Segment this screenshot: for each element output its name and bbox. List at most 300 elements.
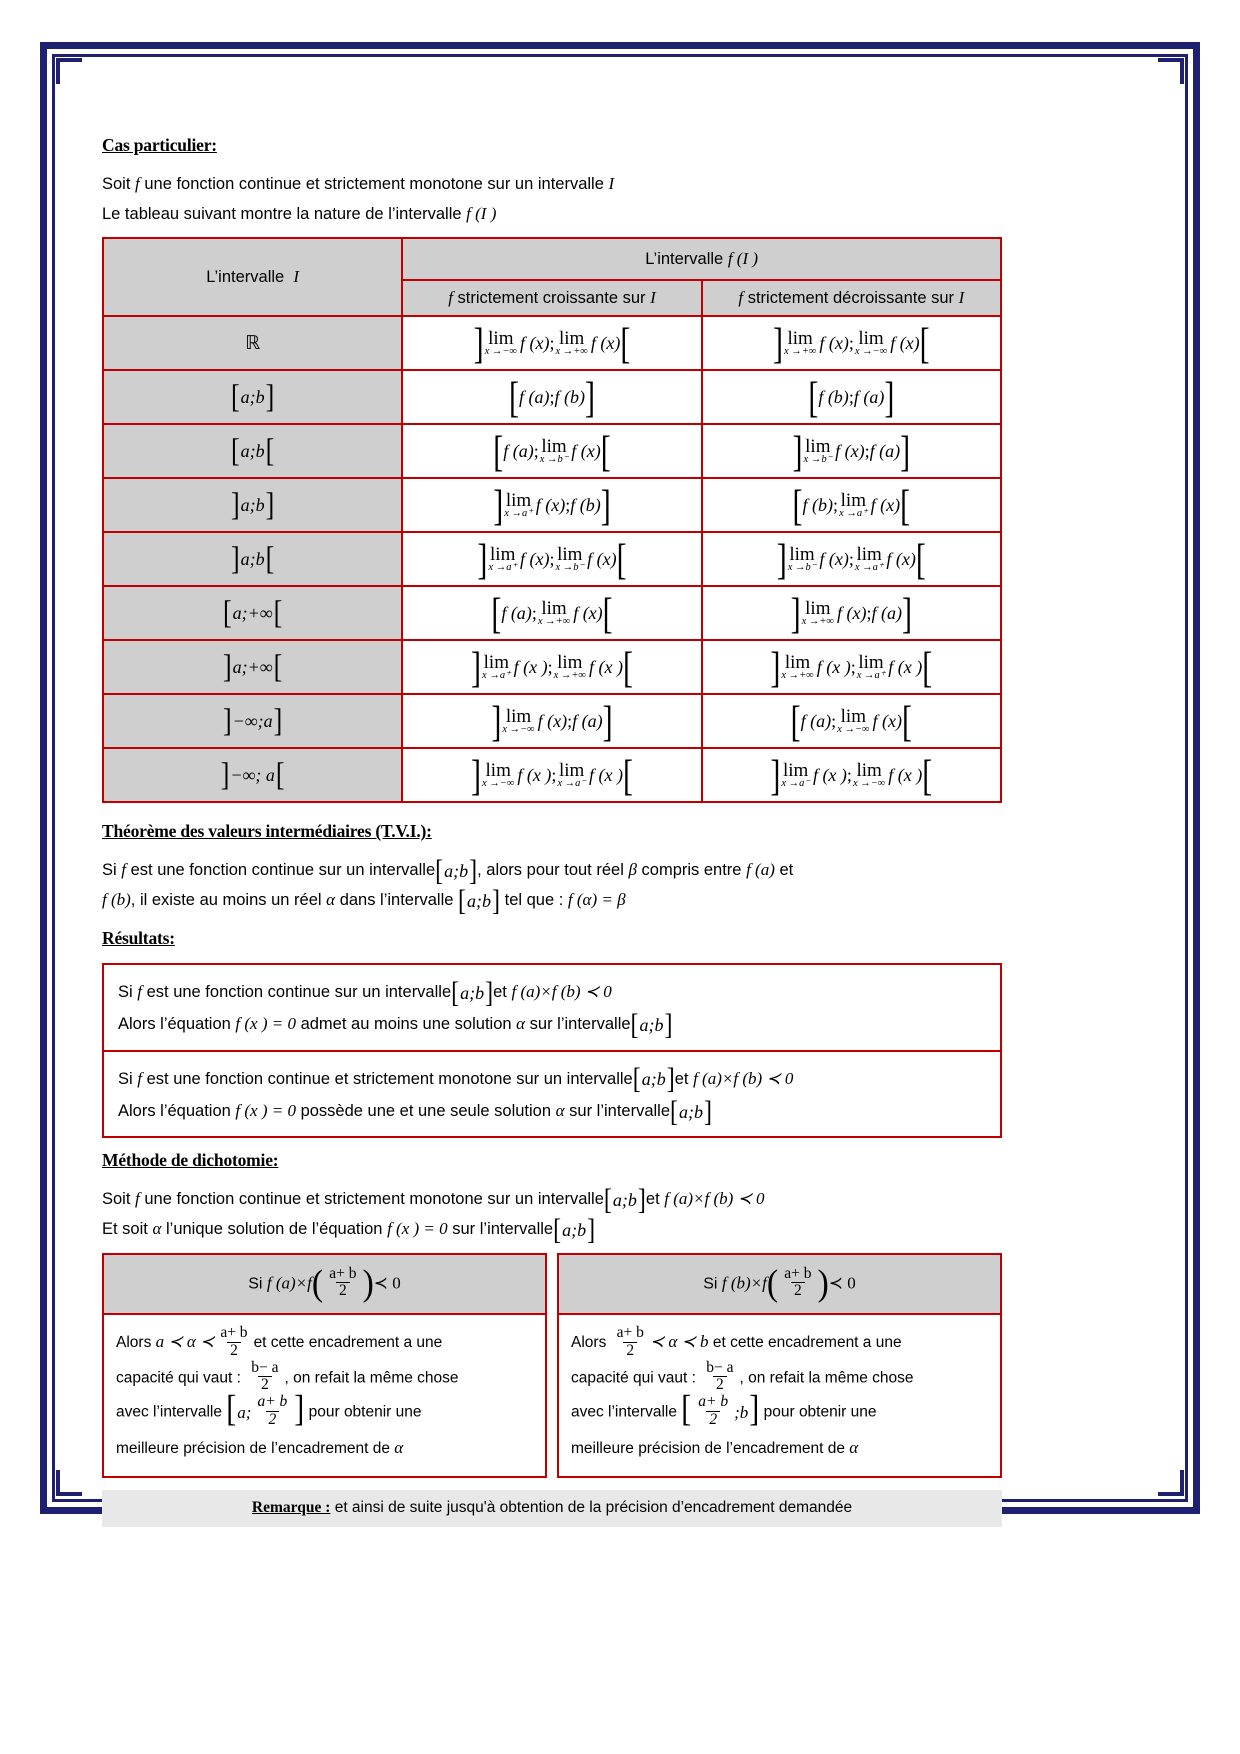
limit-argument: f (x ) — [816, 656, 851, 677]
bracket-right: ] — [600, 481, 611, 530]
r1-l2-interval: [ a;b ] — [630, 1008, 673, 1042]
bracket-left: ] — [776, 535, 787, 584]
bracket-left: [ — [493, 427, 504, 476]
table-row — [103, 748, 1001, 802]
r2-l2-c: sur l’intervalle — [569, 1101, 671, 1120]
dl1-a: Alors — [116, 1334, 152, 1352]
interval-expression: [ f (a) ; lim x →b⁻ f (x) [ — [493, 427, 611, 476]
bracket-right: ] — [884, 373, 895, 422]
dr-line-4 — [571, 1430, 988, 1467]
dichotomy-right-condition — [559, 1255, 1000, 1315]
interval-expression: ] lim x →−∞ f (x) ; lim x →+∞ f (x) [ — [473, 319, 631, 368]
limit-expression — [836, 707, 902, 736]
dr3-interval: [ $\frac{a+ b}{2}$ ;b ] — [681, 1388, 760, 1430]
function-value: f (b) — [570, 494, 601, 515]
limit-operator: lim x →b⁻ — [539, 436, 569, 466]
cell-decreasing — [702, 316, 1001, 370]
limit-expression — [481, 653, 548, 682]
limit-operator: lim x →+∞ — [783, 328, 817, 358]
tvi-l2-alpha: α — [326, 890, 336, 910]
limit-expression — [780, 653, 850, 682]
limit-argument: f (x) — [537, 710, 568, 731]
table-row — [103, 370, 1001, 424]
bracket-right: [ — [622, 751, 633, 800]
bracket-right: [ — [600, 427, 611, 476]
limit-argument: f (x) — [819, 332, 849, 353]
cell-increasing — [402, 748, 701, 802]
cell-interval — [103, 370, 402, 424]
limit-operator: lim x →+∞ — [781, 652, 814, 682]
heading-cas-particulier: Cas particulier: — [102, 135, 217, 155]
sc-l2-fI: f (I ) — [466, 203, 497, 223]
bracket-left: ] — [473, 319, 484, 368]
limit-operator: lim x →−∞ — [482, 760, 515, 790]
result-block-2 — [104, 1050, 1000, 1137]
di-l2-interval: [ a;b ] — [553, 1213, 596, 1246]
dl-expr: f (a)×f — [266, 1273, 312, 1293]
bracket-right: ] — [902, 589, 912, 638]
limit-argument: f (x) — [819, 548, 849, 569]
dichotomy-right-body — [559, 1315, 1000, 1476]
dr2-a: capacité qui vaut : — [571, 1369, 696, 1387]
interval-expression: [ f (a) ; f (b) ] — [508, 373, 595, 422]
dl4-alpha: α — [394, 1437, 404, 1457]
table-row — [103, 586, 1001, 640]
header-decreasing: f strictement décroissante sur I — [702, 280, 1001, 316]
dr1-a: Alors — [571, 1334, 607, 1352]
dr-si: Si — [703, 1275, 718, 1293]
header-interval-I: L’intervalle I — [103, 238, 402, 316]
dl-si: Si — [248, 1275, 263, 1293]
cell-interval — [103, 532, 402, 586]
tvi-l2-c: tel que : — [504, 891, 564, 910]
limit-operator: lim x →b⁻ — [787, 544, 817, 574]
limit-expression — [553, 653, 623, 682]
interval-label: ] −∞;a ] — [223, 702, 283, 739]
r2-l2-alpha: α — [555, 1100, 565, 1120]
di-l1-c: et — [645, 1190, 660, 1209]
bracket-right: [ — [900, 481, 911, 530]
bracket-left: [ — [790, 697, 801, 746]
interval-expression: ] lim x →+∞ f (x) ; lim x →−∞ f (x) [ — [772, 319, 930, 368]
dl1-frac: $\frac{a+ b}{2}$ — [220, 1323, 248, 1359]
interval-expression: ] lim x →b⁻ f (x) ; f (a) ] — [792, 427, 911, 476]
dichotomy-left-body — [104, 1315, 545, 1476]
limit-argument: f (x ) — [588, 764, 623, 785]
limit-operator: lim x →a⁻ — [781, 760, 810, 790]
dl1-b: et cette encadrement a une — [253, 1334, 443, 1352]
limit-operator: lim x →a⁺ — [504, 490, 533, 520]
corner-ornament-top-left — [56, 58, 82, 84]
result-1-line-1 — [118, 976, 986, 1008]
dichotomy-case-left — [102, 1253, 547, 1479]
interval-label: [ a;b ] — [230, 378, 275, 415]
limit-operator: lim x →a⁺ — [839, 490, 868, 520]
function-value: f (a) — [503, 440, 534, 461]
limit-argument: f (x ) — [588, 656, 623, 677]
limit-operator: lim x →−∞ — [484, 328, 517, 358]
r1-l1-b: est une fonction continue sur un intervalle — [146, 982, 452, 1001]
header-interval-fI: L’intervalle f (I ) — [402, 238, 1001, 280]
function-value: f (a) — [869, 440, 901, 461]
bracket-right: [ — [915, 535, 926, 584]
bracket-left: ] — [471, 643, 482, 692]
result-2-line-2 — [118, 1095, 986, 1127]
interval-label: ] a;b ] — [230, 486, 275, 523]
r1-l2-a: Alors l’équation — [118, 1015, 231, 1034]
interval-expression: ] lim x →a⁻ f (x ) ; lim x →−∞ f (x ) [ — [770, 751, 933, 800]
interval-label: ] a;b [ — [230, 540, 275, 577]
r1-l1-cond: f (a)×f (b) ≺ 0 — [511, 981, 612, 1001]
r1-l2-alpha: α — [516, 1014, 526, 1034]
limit-operator: lim x →−∞ — [837, 706, 870, 736]
bracket-right: [ — [602, 589, 613, 638]
interval-label: ] a;+∞ [ — [223, 648, 283, 685]
tvi-l1-f: f — [121, 860, 126, 880]
bracket-left: ] — [770, 643, 781, 692]
function-value: f (a) — [800, 710, 832, 731]
bracket-right: ] — [602, 697, 613, 746]
di-l2-eq: f (x ) = 0 — [387, 1218, 448, 1238]
limit-expression — [556, 761, 623, 790]
dl2-frac: $\frac{b- a}{2}$ — [251, 1358, 279, 1394]
dr1-frac: $\frac{a+ b}{2}$ — [616, 1323, 644, 1359]
di-l2-alpha: α — [152, 1218, 162, 1238]
interval-label: ℝ — [245, 332, 261, 354]
sc-l1-I: I — [608, 174, 615, 193]
limit-argument: f (x) — [535, 494, 566, 515]
limit-operator: lim x →a⁺ — [482, 652, 511, 682]
di-l1-f: f — [135, 1189, 140, 1209]
bracket-left: [ — [508, 373, 519, 422]
dr-line-1 — [571, 1324, 988, 1361]
dl-frac: $\frac{a+ b}{2}$ — [329, 1264, 357, 1300]
cell-decreasing — [702, 748, 1001, 802]
limit-expression — [501, 707, 567, 736]
limit-expression — [856, 653, 923, 682]
bracket-left: ] — [491, 697, 502, 746]
limit-operator: lim x →+∞ — [553, 652, 586, 682]
dl3-a: avec l’intervalle — [116, 1403, 222, 1421]
r1-l2-c: sur l’intervalle — [529, 1015, 631, 1034]
cell-interval — [103, 640, 402, 694]
interval-expression: ] lim x →a⁺ f (x) ; lim x →b⁻ f (x) [ — [477, 535, 627, 584]
dr1-b: et cette encadrement a une — [712, 1334, 902, 1352]
cell-interval — [103, 748, 402, 802]
limit-argument: f (x) — [573, 602, 603, 623]
table-header-row-top — [103, 238, 1001, 280]
document-content — [102, 135, 1002, 1527]
limit-argument: f (x) — [872, 710, 902, 731]
function-value: f (a) — [518, 386, 550, 407]
limit-argument: f (x) — [587, 548, 617, 569]
dl-line-3 — [116, 1388, 533, 1430]
sc-l1-post: une fonction continue et strictement monotone sur un intervalle — [144, 175, 604, 193]
di-l1-b: une fonction continue et strictement monotone sur un intervalle — [144, 1190, 604, 1209]
limit-operator: lim x →−∞ — [852, 760, 886, 790]
cell-decreasing — [702, 532, 1001, 586]
sc-l1-f: f — [135, 174, 140, 193]
cell-decreasing — [702, 424, 1001, 478]
function-value: f (b) — [818, 386, 849, 407]
dr-paren-open: ( — [766, 1262, 779, 1304]
limit-argument: f (x ) — [812, 764, 847, 785]
interval-expression: ] lim x →+∞ f (x) ; f (a) ] — [790, 589, 912, 638]
special-case-line-1 — [102, 170, 1002, 198]
limit-operator: lim x →b⁻ — [555, 544, 585, 574]
dr-line-3 — [571, 1388, 988, 1430]
bracket-left: ] — [790, 589, 801, 638]
dichotomy-cases — [102, 1253, 1002, 1479]
limit-expression — [539, 437, 601, 466]
function-value: f (b) — [802, 494, 834, 515]
limit-argument: f (x) — [837, 602, 867, 623]
dr-frac: $\frac{a+ b}{2}$ — [784, 1264, 812, 1300]
bracket-right: [ — [922, 751, 933, 800]
tvi-l1-b: est une fonction continue sur un intervalle — [130, 861, 436, 880]
cell-decreasing — [702, 694, 1001, 748]
tvi-l1-beta: β — [628, 860, 637, 880]
cell-increasing — [402, 316, 701, 370]
limit-expression — [537, 599, 603, 628]
dicho-intro-line-1 — [102, 1183, 1002, 1217]
bracket-left: ] — [471, 751, 482, 800]
limit-expression — [787, 545, 849, 574]
cell-increasing — [402, 370, 701, 424]
function-value: f (a) — [853, 386, 885, 407]
limit-expression — [484, 329, 550, 358]
tvi-l2-a: , il existe au moins un réel — [130, 891, 322, 910]
dr4-alpha: α — [849, 1437, 859, 1457]
remarque-label: Remarque : — [251, 1499, 331, 1517]
limit-expression — [503, 491, 565, 520]
limit-operator: lim x →−∞ — [854, 328, 888, 358]
result-block-1 — [104, 965, 1000, 1050]
limit-operator: lim x →b⁻ — [803, 436, 833, 466]
limit-expression — [555, 329, 621, 358]
limit-expression — [780, 761, 847, 790]
bracket-right: ] — [585, 373, 595, 422]
tvi-l1-c: , alors pour tout réel — [477, 861, 624, 880]
heading-resultats: Résultats: — [102, 927, 175, 948]
dichotomy-left-condition — [104, 1255, 545, 1315]
limit-operator: lim x →a⁺ — [854, 544, 884, 574]
cell-interval — [103, 424, 402, 478]
table-row — [103, 532, 1001, 586]
limit-argument: f (x) — [590, 332, 621, 353]
di-l1-a: Soit — [102, 1190, 131, 1209]
limit-operator: lim x →+∞ — [555, 328, 588, 358]
limit-argument: f (x) — [520, 332, 550, 353]
tvi-l1-e: et — [779, 861, 794, 880]
tvi-l1-d: compris entre — [641, 861, 742, 880]
cell-increasing — [402, 694, 701, 748]
bracket-left: ] — [772, 319, 783, 368]
dl3-interval: [ a; $\frac{a+ b}{2}$ ] — [226, 1388, 305, 1430]
tvi-line-1 — [102, 854, 1002, 888]
limit-argument: f (x) — [870, 494, 901, 515]
cell-increasing — [402, 586, 701, 640]
interval-expression: ] lim x →b⁻ f (x) ; lim x →a⁺ f (x) [ — [776, 535, 926, 584]
limit-operator: lim x →a⁻ — [557, 760, 586, 790]
limit-expression — [838, 491, 900, 520]
cell-increasing — [402, 424, 701, 478]
dl2-b: , on refait la même chose — [284, 1369, 459, 1387]
remarque-text: et ainsi de suite jusqu'à obtention de la précision d’encadrement demandée — [334, 1499, 853, 1517]
heading-dichotomie: Méthode de dichotomie: — [102, 1150, 279, 1171]
r1-l1-f: f — [137, 981, 142, 1001]
cell-increasing — [402, 532, 701, 586]
dl2-a: capacité qui vaut : — [116, 1369, 241, 1387]
cell-interval — [103, 586, 402, 640]
interval-expression: ] lim x →+∞ f (x ) ; lim x →a⁺ f (x ) [ — [770, 643, 933, 692]
r2-l2-interval: [ a;b ] — [670, 1095, 713, 1128]
limit-operator: lim x →−∞ — [502, 706, 535, 736]
dr-expr: f (b)×f — [721, 1273, 767, 1293]
table-row — [103, 694, 1001, 748]
dr2-frac: $\frac{b- a}{2}$ — [706, 1358, 734, 1394]
bracket-right: ] — [900, 427, 911, 476]
r2-l2-a: Alors l’équation — [118, 1101, 231, 1120]
bracket-right: [ — [616, 535, 627, 584]
limit-argument: f (x) — [520, 548, 550, 569]
bracket-left: ] — [770, 751, 781, 800]
r2-l2-b: possède une et une seule solution — [300, 1101, 552, 1120]
tvi-line-2 — [102, 884, 1002, 918]
r1-l1-c: et — [493, 982, 507, 1001]
dl-paren-close: ) — [362, 1262, 374, 1304]
cell-interval — [103, 694, 402, 748]
cell-increasing — [402, 640, 701, 694]
bracket-left: [ — [808, 373, 819, 422]
dr2-b: , on refait la même chose — [739, 1369, 914, 1387]
cell-decreasing — [702, 640, 1001, 694]
interval-expression: ] lim x →−∞ f (x) ; f (a) ] — [491, 697, 613, 746]
function-value: f (a) — [572, 710, 603, 731]
remarque-strip — [102, 1490, 1002, 1527]
limit-argument: f (x ) — [517, 764, 552, 785]
dr3-a: avec l’intervalle — [571, 1403, 677, 1421]
cell-decreasing — [702, 478, 1001, 532]
interval-expression: [ f (a) ; lim x →−∞ f (x) [ — [790, 697, 912, 746]
dr4-a: meilleure précision de l’encadrement de — [571, 1439, 845, 1457]
cell-increasing — [402, 478, 701, 532]
bracket-left: ] — [493, 481, 504, 530]
r2-l1-interval: [ a;b ] — [632, 1062, 675, 1096]
interval-expression: [ f (a) ; lim x →+∞ f (x) [ — [491, 589, 613, 638]
tvi-l2-fb: f (b) — [102, 890, 131, 910]
limit-expression — [481, 761, 551, 790]
di-l2-b: l’unique solution de l’équation — [165, 1219, 383, 1238]
dl-paren-open: ( — [311, 1262, 324, 1304]
dr-paren-close: ) — [817, 1262, 829, 1304]
limit-expression — [854, 545, 916, 574]
di-l1-cond: f (a)×f (b) ≺ 0 — [664, 1189, 765, 1209]
table-row — [103, 640, 1001, 694]
bracket-left: [ — [491, 589, 502, 638]
interval-nature-table — [102, 237, 1002, 803]
bracket-right: [ — [622, 643, 633, 692]
limit-argument: f (x) — [890, 332, 920, 353]
limit-argument: f (x) — [571, 440, 601, 461]
limit-expression — [854, 329, 920, 358]
limit-expression — [852, 761, 922, 790]
table-row — [103, 424, 1001, 478]
cell-interval — [103, 478, 402, 532]
bracket-right: [ — [620, 319, 631, 368]
limit-argument: f (x ) — [513, 656, 548, 677]
interval-label: [ a;b [ — [230, 432, 275, 469]
di-l1-interval: [ a;b ] — [603, 1183, 646, 1217]
limit-operator: lim x →a⁺ — [856, 652, 886, 682]
limit-expression — [803, 437, 865, 466]
interval-expression: ] lim x →a⁺ f (x ) ; lim x →+∞ f (x ) [ — [471, 643, 633, 692]
dr1-ineq: ≺ α ≺ b — [649, 1332, 709, 1352]
dl-line-4 — [116, 1430, 533, 1467]
bracket-left: ] — [792, 427, 803, 476]
corner-ornament-top-right — [1158, 58, 1184, 84]
limit-operator: lim x →+∞ — [801, 598, 834, 628]
table-row — [103, 316, 1001, 370]
limit-operator: lim x →a⁺ — [488, 544, 517, 574]
interval-expression: ] lim x →a⁺ f (x) ; f (b) ] — [493, 481, 611, 530]
dl-line-2 — [116, 1358, 533, 1395]
r1-l2-eq: f (x ) = 0 — [235, 1014, 296, 1034]
di-l2-c: sur l’intervalle — [452, 1219, 554, 1238]
cell-interval — [103, 316, 402, 370]
dicho-intro-line-2 — [102, 1213, 1002, 1246]
bracket-right: [ — [922, 643, 933, 692]
r1-l2-b: admet au moins une solution — [300, 1015, 512, 1034]
corner-ornament-bottom-right — [1158, 1470, 1184, 1496]
dl4-a: meilleure précision de l’encadrement de — [116, 1439, 390, 1457]
r2-l1-cond: f (a)×f (b) ≺ 0 — [693, 1068, 794, 1088]
bracket-left: [ — [792, 481, 803, 530]
interval-label: [ a;+∞ [ — [223, 594, 283, 631]
bracket-left: ] — [477, 535, 488, 584]
r2-l1-a: Si — [118, 1069, 133, 1088]
limit-argument: f (x ) — [888, 764, 923, 785]
corner-ornament-bottom-left — [56, 1470, 82, 1496]
r2-l1-c: et — [674, 1069, 689, 1088]
heading-tvi: Théorème des valeurs intermédiaires (T.V.I.): — [102, 821, 432, 842]
function-value: f (a) — [501, 602, 532, 623]
r2-l1-b: est une fonction continue et strictement monotone sur un intervalle — [146, 1069, 633, 1088]
dr-line-2 — [571, 1358, 988, 1395]
interval-label: ] −∞; a [ — [220, 756, 285, 793]
dl3-b: pour obtenir une — [308, 1403, 422, 1421]
tvi-l1-a: Si — [102, 861, 117, 880]
bracket-right: [ — [902, 697, 912, 746]
function-value: f (b) — [554, 386, 585, 407]
tvi-l1-interval: [ a;b ] — [435, 854, 478, 888]
tvi-l1-fa: f (a) — [746, 860, 775, 880]
dl-tail: ≺ 0 — [373, 1273, 401, 1293]
r1-l1-interval: [ a;b ] — [451, 976, 494, 1009]
cell-decreasing — [702, 586, 1001, 640]
limit-expression — [801, 599, 867, 628]
sc-l2-pre: Le tableau suivant montre la nature de l’intervalle — [102, 204, 462, 223]
limit-expression — [487, 545, 549, 574]
dr-tail: ≺ 0 — [828, 1273, 856, 1293]
result-2-line-1 — [118, 1063, 986, 1095]
interval-expression: ] lim x →−∞ f (x ) ; lim x →a⁻ f (x ) [ — [471, 751, 633, 800]
results-box — [102, 963, 1002, 1138]
dl1-ineq: a ≺ α ≺ — [155, 1332, 215, 1352]
result-1-line-2 — [118, 1008, 986, 1040]
limit-operator: lim x →+∞ — [537, 598, 571, 628]
function-value: f (a) — [871, 602, 902, 623]
